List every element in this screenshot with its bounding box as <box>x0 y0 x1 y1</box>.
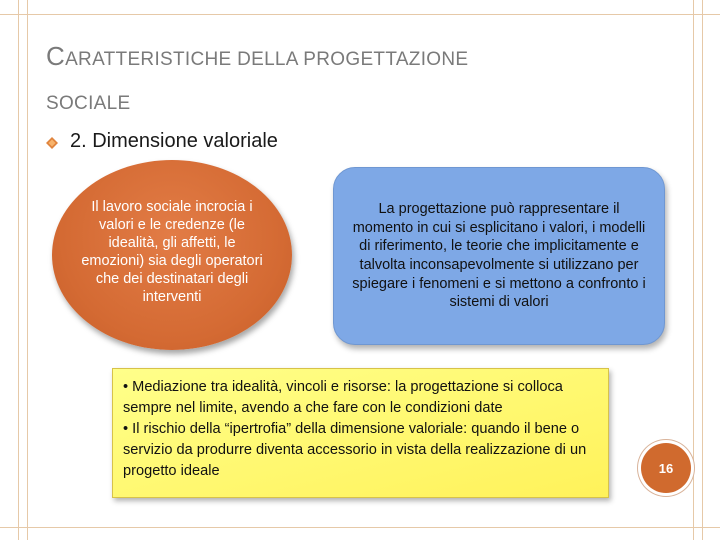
blue-rounded-box <box>333 167 665 345</box>
frame-line-left-inner <box>27 0 28 540</box>
title-line-2: SOCIALE <box>46 93 131 114</box>
bubble-text: La progettazione può rappresentare il momento in cui si esplicitano i valori, i modelli di riferimento, le teorie che implicitamente e talvolta inconsapevolmente si utilizzano per spiegare i fenomeni e si mettono a confronto i sistemi di valori <box>352 200 646 311</box>
slide-title <box>46 34 646 126</box>
frame-line-right <box>693 0 694 540</box>
bullet-dimensione <box>46 130 278 153</box>
note-item-mediazione: • Mediazione tra idealità, vincoli e risorse: la progettazione si colloca sempre nel limite, avendo a che fare con le condizioni date <box>123 379 563 416</box>
title-line-1: ARATTERISTICHE DELLA PROGETTAZIONE <box>65 49 469 70</box>
page-number-badge: 16 <box>641 443 691 493</box>
frame-line-bottom <box>0 527 720 528</box>
frame-line-left <box>18 0 19 540</box>
yellow-note-box <box>112 368 609 498</box>
note-item-rischio: • Il rischio della “ipertrofia” della dimensione valoriale: quando il bene o servizio da produrre diventa accessorio in vista della realizzazione di un progetto ideale <box>123 421 587 479</box>
bullet-label: 2. Dimensione valoriale <box>70 130 278 152</box>
ellipse-text: Il lavoro sociale incrocia i valori e le credenze (le idealità, gli affetti, le emozioni) sia degli operatori che dei destinatari degli interventi <box>81 199 263 305</box>
frame-line-top <box>0 14 720 15</box>
orange-ellipse-shape <box>52 160 292 350</box>
title-initial: C <box>46 41 66 71</box>
orange-diamond-bullet-icon <box>46 137 58 149</box>
frame-line-right-inner <box>702 0 703 540</box>
